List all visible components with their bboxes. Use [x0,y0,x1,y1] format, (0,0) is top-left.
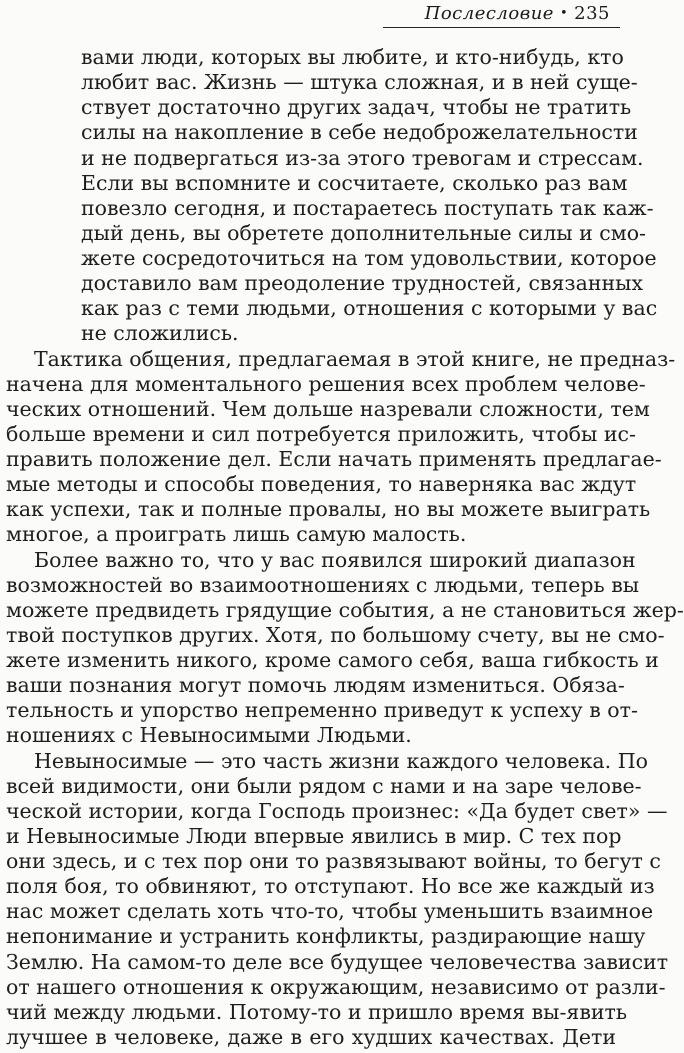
paragraph-line: как успехи, так и полные провалы, но вы можете выиграть [6,497,651,521]
paragraph-line: Тактика общения, предлагаемая в этой книге, не предназ- [34,347,676,371]
paragraph-line: можете предвидеть грядущие события, а не становиться жер- [6,598,684,622]
paragraph-line: возможностей во взаимоотношениях с людьми, теперь вы [6,573,640,597]
quote-line: доставило вам преодоление трудностей, связанных [81,271,644,295]
quote-line: силы на накопление в себе недоброжелательности [81,120,638,144]
quote-line: повезло сегодня, и постараетесь поступать так каж- [81,196,654,220]
quote-line: любит вас. Жизнь — штука сложная, и в ней суще- [81,70,638,94]
paragraph-line: непонимание и устранить конфликты, раздирающие нашу [6,924,646,948]
paragraph-line: тельность и упорство непременно приведут к успеху в от- [6,698,638,722]
paragraph-line: ношениях с Невыносимыми Людьми. [6,723,412,747]
section-title: Послесловие [424,3,554,24]
paragraph-line: твой поступков других. Хотя, по большому счету, вы не смо- [6,623,665,647]
page-number: 235 [574,3,610,24]
quote-line: жете сосредоточиться на том удовольствии, которое [81,246,657,270]
paragraph-line: править положение дел. Если начать применять предлагае- [6,447,662,471]
quote-line: как раз с теми людьми, отношения с которыми у вас [81,296,658,320]
paragraph-line: поля боя, то обвиняют, то отступают. Но все же каждый из [6,874,655,898]
paragraph-line: ческих отношений. Чем дольше назревали сложности, тем [6,397,650,421]
paragraph-line: лучшее в человеке, даже в его худших качествах. Дети [6,1025,616,1049]
quote-line: вами люди, которых вы любите, и кто-нибудь, кто [81,45,624,69]
running-head [425,3,610,24]
quote-line: Если вы вспомните и сосчитаете, сколько раз вам [81,171,628,195]
paragraph-line: Более важно то, что у вас появился широкий диапазон [34,548,636,572]
paragraph-line: всей видимости, они были рядом с нами и на заре челове- [6,774,642,798]
paragraph-line: нас может сделать хоть что-то, чтобы уменьшить взаимное [6,899,654,923]
paragraph-line: ваши познания могут помочь людям измениться. Обяза- [6,673,625,697]
paragraph-line: и Невыносимые Люди впервые явились в мир. С тех пор [6,824,622,848]
paragraph-line: жете изменить никого, кроме самого себя, ваша гибкость и [6,648,659,672]
header-separator: • [559,6,569,21]
quote-line: и не подвергаться из-за этого тревогам и стрессам. [81,146,644,170]
header-rule [383,27,620,28]
paragraph-line: от нашего отношения к окружающим, независимо от разли- [6,975,666,999]
paragraph-line: ческой истории, когда Господь произнес: «Да будет свет» — [6,799,668,823]
quote-line: не сложились. [81,321,239,345]
quote-line: дый день, вы обретете дополнительные силы и смо- [81,221,646,245]
paragraph-line: многое, а проиграть лишь самую малость. [6,522,467,546]
paragraph-line: мые методы и способы поведения, то наверняка вас ждут [6,472,637,496]
paragraph-line: чий между людьми. Потому-то и пришло время вы-явить [6,1000,628,1024]
paragraph-line: Землю. На самом-то деле все будущее человечества зависит [6,950,669,974]
paragraph-line: они здесь, и с тех пор они то развязывают войны, то бегут с [6,849,661,873]
quote-line: ствует достаточно других задач, чтобы не тратить [81,95,632,119]
paragraph-line: начена для моментального решения всех проблем челове- [6,372,646,396]
paragraph-line: больше времени и сил потребуется приложить, чтобы ис- [6,422,636,446]
paragraph-line: Невыносимые — это часть жизни каждого человека. По [34,749,648,773]
